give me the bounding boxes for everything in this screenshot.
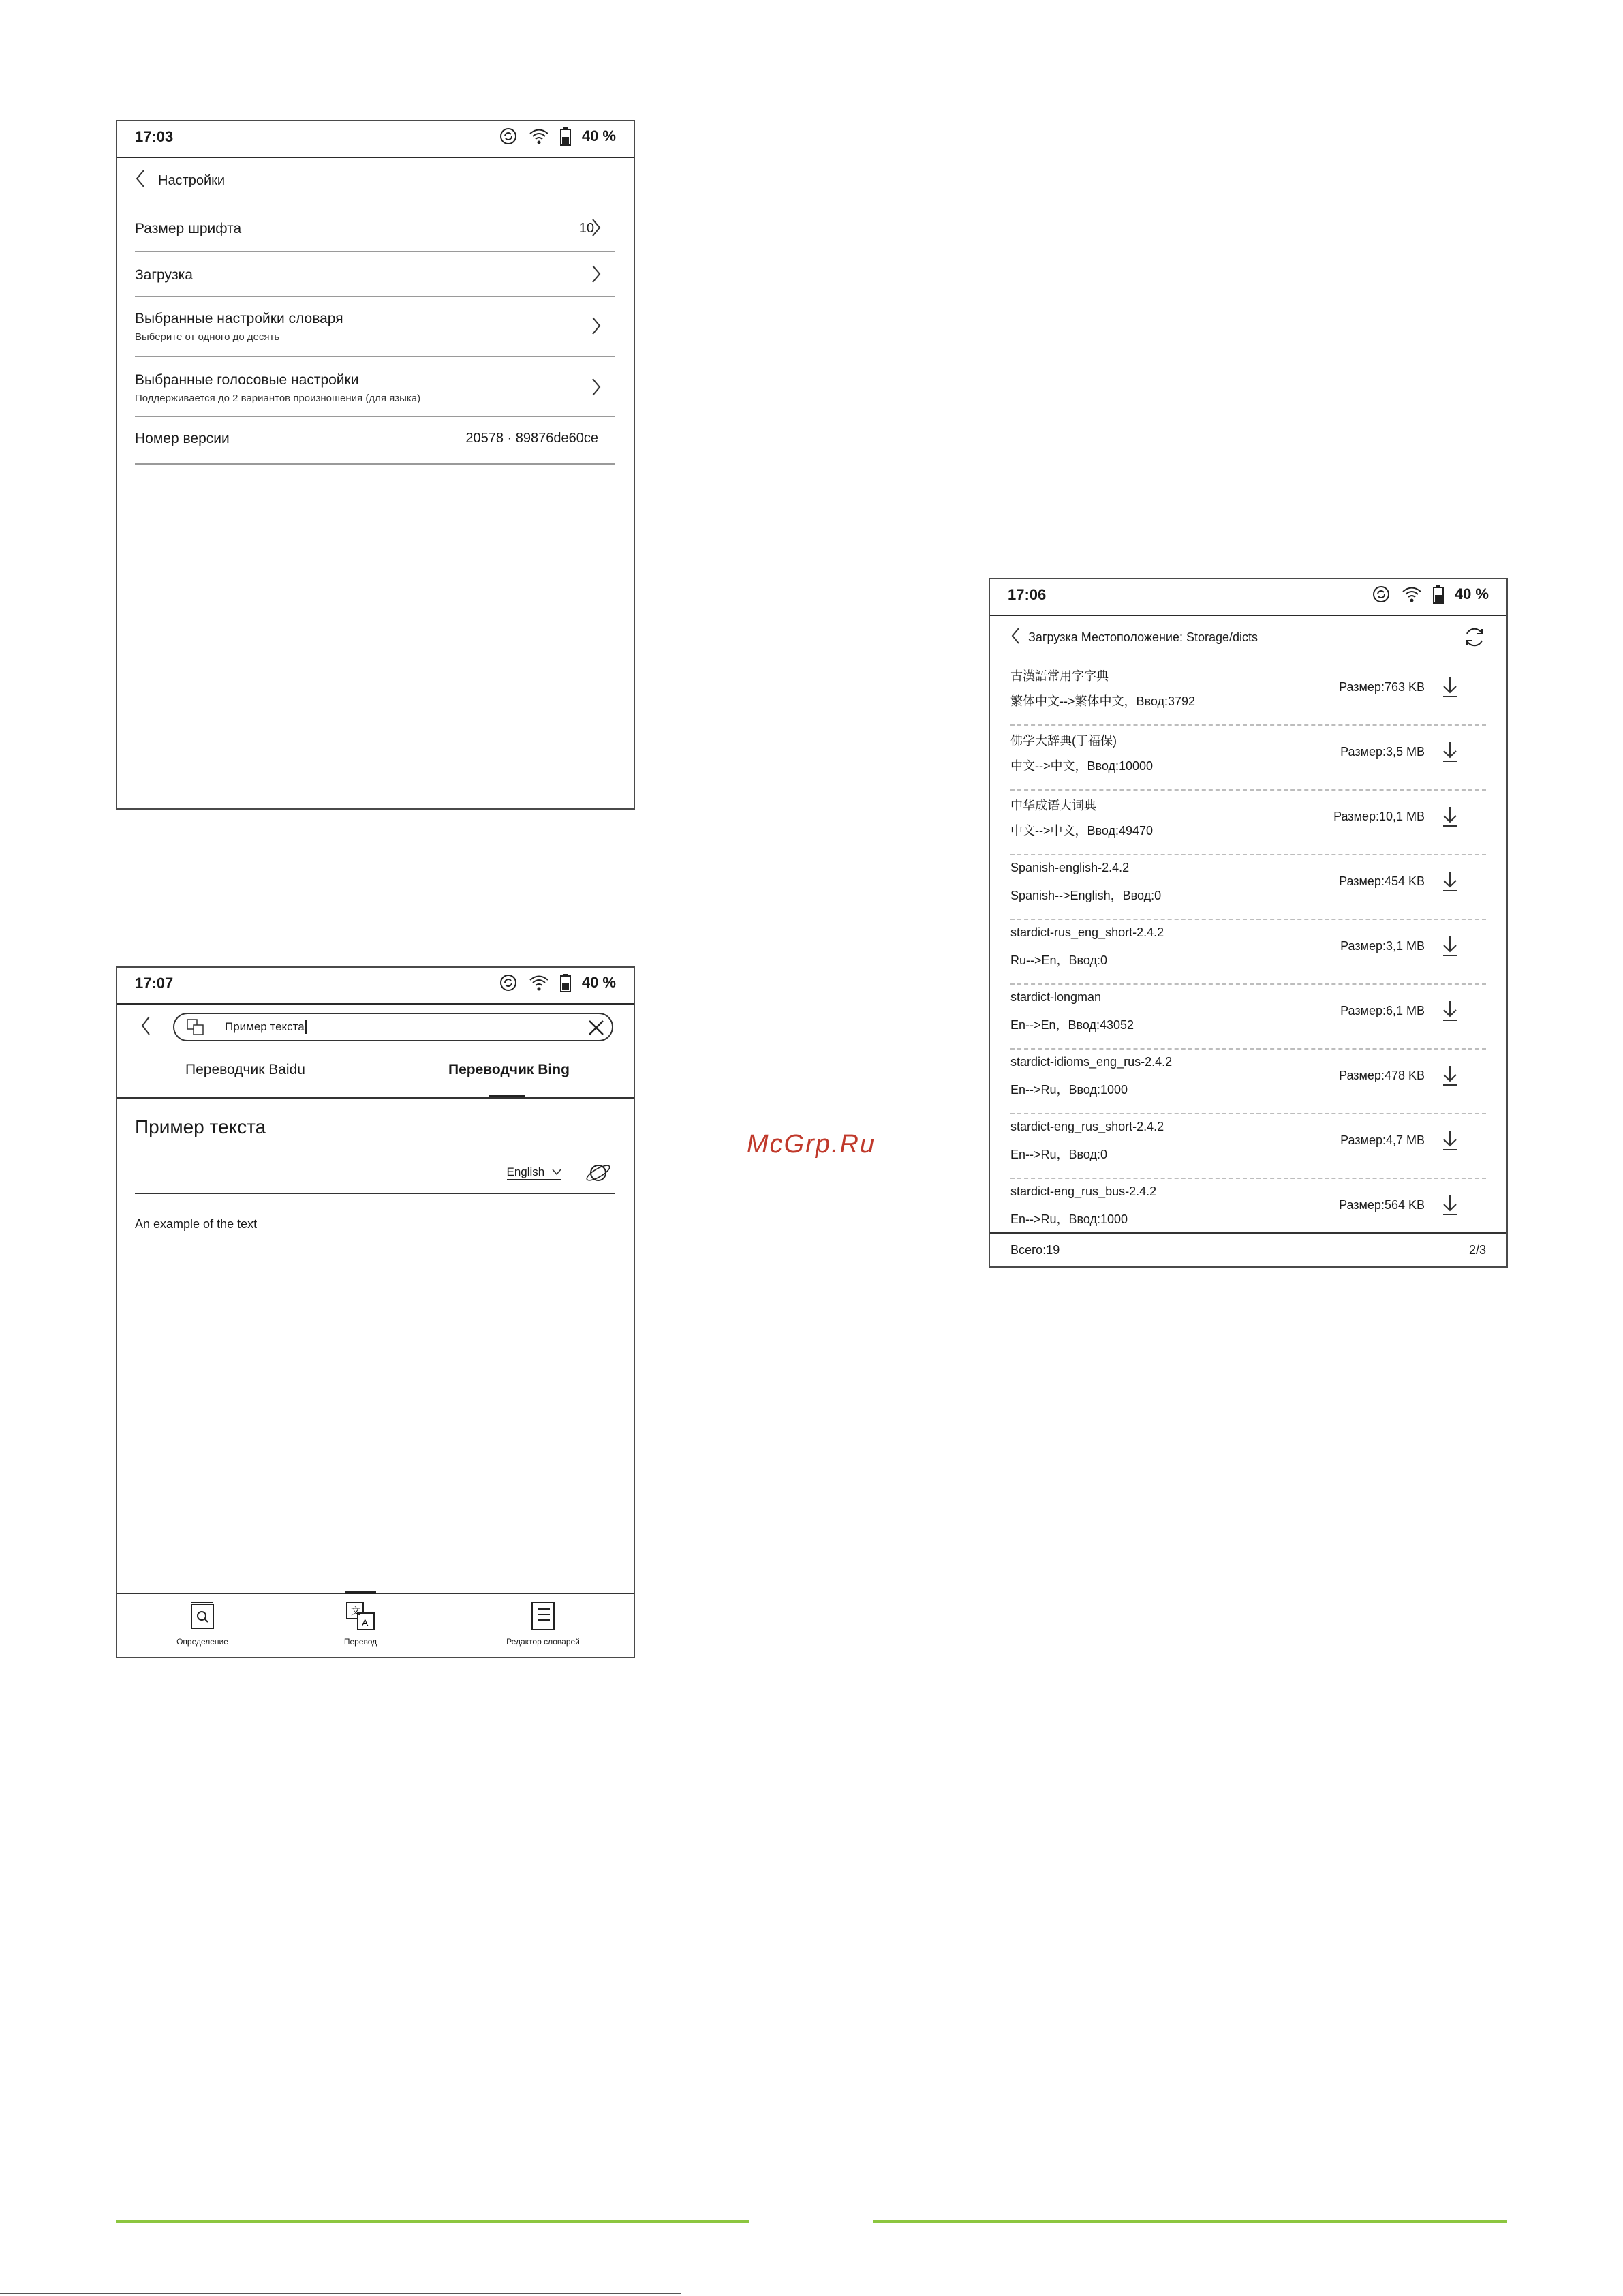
sync-icon — [1372, 585, 1391, 604]
dictionary-desc: En-->En，Ввод:43052 — [1010, 1018, 1134, 1032]
dictionary-name: 古漢語常用字字典 — [1010, 669, 1109, 683]
row-value: 10 — [578, 221, 594, 236]
download-icon[interactable] — [1441, 1129, 1459, 1154]
settings-header[interactable] — [135, 169, 225, 192]
clear-icon[interactable] — [587, 1019, 605, 1040]
dictionary-desc: Ru-->En，Ввод:0 — [1010, 953, 1108, 967]
row-title: Загрузка — [135, 267, 193, 283]
dictionary-name: 中华成语大词典 — [1010, 799, 1096, 812]
dictionary-name: stardict-eng_rus_bus-2.4.2 — [1010, 1184, 1157, 1198]
translation-result: An example of the text — [135, 1217, 258, 1231]
language-value: English — [506, 1165, 545, 1178]
download-icon[interactable] — [1441, 935, 1459, 960]
row-title: Выбранные голосовые настройки — [135, 372, 359, 388]
dictionary-size: Размер:564 KB — [1339, 1198, 1425, 1212]
status-bar — [990, 579, 1506, 616]
download-screen — [989, 578, 1508, 1268]
version-value: 20578 · 89876de60ce — [465, 431, 598, 446]
status-time: 17:06 — [1008, 586, 1047, 603]
wifi-icon — [1402, 585, 1422, 603]
dictionary-size: Размер:6,1 MB — [1340, 1004, 1425, 1017]
chevron-right-icon — [591, 316, 601, 339]
dictionary-desc: 繁体中文-->繁体中文，Ввод:3792 — [1010, 694, 1196, 708]
dictionary-size: Размер:478 KB — [1339, 1069, 1425, 1082]
settings-row-font-size[interactable] — [135, 207, 615, 252]
status-bar — [117, 968, 634, 1005]
planet-icon[interactable] — [585, 1160, 612, 1189]
dictionary-size: Размер:3,1 MB — [1340, 939, 1425, 953]
nav-dictionary-editor-label: Редактор словарей — [506, 1637, 580, 1647]
battery-percent: 40 % — [581, 974, 616, 991]
language-select[interactable] — [507, 1165, 562, 1180]
nav-definition[interactable] — [165, 1601, 240, 1647]
battery-icon — [560, 127, 571, 146]
nav-dictionary-editor[interactable] — [485, 1601, 601, 1647]
row-subtitle: Поддерживается до 2 вариантов произношения (для языка) — [135, 393, 421, 404]
page-title: Загрузка Местоположение: Storage/dicts — [1028, 630, 1258, 644]
dictionary-name: Spanish-english-2.4.2 — [1010, 861, 1130, 874]
download-icon[interactable] — [1441, 1000, 1459, 1025]
battery-percent: 40 % — [581, 127, 616, 144]
dictionary-item[interactable] — [1010, 724, 1486, 791]
dictionary-desc: 中文-->中文，Ввод:10000 — [1010, 759, 1154, 773]
dictionary-desc: En-->Ru，Ввод:1000 — [1010, 1212, 1128, 1226]
chevron-right-icon — [591, 264, 601, 287]
settings-screen — [116, 120, 635, 810]
footer-line-left — [116, 2220, 749, 2223]
dictionary-item[interactable] — [1010, 1048, 1486, 1114]
chevron-right-icon — [591, 378, 601, 400]
dictionary-name: 佛学大辞典(丁福保) — [1010, 734, 1117, 748]
download-icon[interactable] — [1441, 806, 1459, 831]
active-tab-indicator — [345, 1591, 376, 1594]
translate-icon — [187, 1019, 204, 1039]
tab-indicator — [489, 1095, 525, 1097]
page-title: Настройки — [158, 172, 226, 188]
refresh-icon[interactable] — [1463, 626, 1486, 652]
battery-percent: 40 % — [1454, 585, 1489, 602]
dictionary-size: Размер:10,1 MB — [1333, 810, 1425, 823]
list-footer — [990, 1232, 1506, 1266]
settings-row-dictionary[interactable] — [135, 297, 615, 357]
sync-icon — [499, 973, 518, 992]
translate-icon — [345, 1601, 375, 1633]
dictionary-desc: En-->Ru，Ввод:1000 — [1010, 1083, 1128, 1097]
back-chevron-icon[interactable] — [140, 1015, 151, 1039]
download-icon[interactable] — [1441, 741, 1459, 766]
nav-translate[interactable] — [323, 1601, 398, 1647]
footer-line-right — [873, 2220, 1507, 2223]
dictionary-item[interactable] — [1010, 789, 1486, 855]
tab-baidu[interactable]: Переводчик Baidu — [185, 1062, 305, 1077]
wifi-icon — [529, 127, 549, 145]
status-bar — [117, 121, 634, 158]
dictionary-item[interactable] — [1010, 660, 1486, 726]
dictionary-name: stardict-eng_rus_short-2.4.2 — [1010, 1120, 1164, 1133]
status-time: 17:03 — [135, 128, 174, 145]
page-indicator[interactable]: 2/3 — [1468, 1243, 1486, 1257]
back-chevron-icon[interactable] — [135, 169, 146, 192]
bottom-rule — [0, 2293, 681, 2294]
settings-row-version — [135, 417, 615, 465]
chevron-right-icon — [591, 218, 601, 241]
tab-bing[interactable]: Переводчик Bing — [448, 1062, 570, 1077]
divider — [135, 1193, 615, 1194]
row-title: Номер версии — [135, 431, 230, 446]
dictionary-size: Размер:4,7 MB — [1340, 1133, 1425, 1147]
chevron-down-icon — [552, 1165, 561, 1179]
download-icon[interactable] — [1441, 676, 1459, 701]
dictionary-name: stardict-idioms_eng_rus-2.4.2 — [1010, 1055, 1173, 1069]
row-title: Размер шрифта — [135, 221, 242, 236]
nav-translate-label: Перевод — [343, 1637, 377, 1647]
dictionary-size: Размер:454 KB — [1339, 874, 1425, 888]
search-input[interactable]: Пример текста — [225, 1020, 307, 1034]
download-icon[interactable] — [1441, 870, 1459, 896]
nav-definition-label: Определение — [176, 1637, 228, 1647]
dictionary-item[interactable] — [1010, 919, 1486, 985]
dictionary-search-icon — [190, 1601, 215, 1633]
row-subtitle: Выберите от одного до десять — [135, 331, 280, 343]
battery-icon — [560, 973, 571, 992]
sync-icon — [499, 127, 518, 146]
download-icon[interactable] — [1441, 1065, 1459, 1090]
settings-row-download[interactable] — [135, 252, 615, 297]
row-title: Выбранные настройки словаря — [135, 311, 343, 326]
wifi-icon — [529, 974, 549, 992]
total-count: Всего:19 — [1010, 1243, 1060, 1257]
translate-screen — [116, 966, 635, 1658]
download-header[interactable] — [1010, 627, 1258, 648]
dictionary-item[interactable] — [1010, 854, 1486, 920]
bottom-nav — [117, 1593, 634, 1657]
search-bar[interactable] — [173, 1013, 613, 1041]
svg-text:A: A — [362, 1617, 369, 1628]
notebook-icon — [529, 1601, 557, 1633]
dictionary-item[interactable] — [1010, 983, 1486, 1050]
source-text: Пример текста — [135, 1116, 266, 1137]
dictionary-item[interactable] — [1010, 1113, 1486, 1179]
battery-icon — [1433, 585, 1444, 604]
status-time: 17:07 — [135, 975, 174, 992]
download-icon[interactable] — [1441, 1194, 1459, 1219]
dictionary-name: stardict-rus_eng_short-2.4.2 — [1010, 925, 1164, 939]
dictionary-desc: 中文-->中文，Ввод:49470 — [1010, 824, 1154, 838]
dictionary-desc: En-->Ru，Ввод:0 — [1010, 1148, 1108, 1161]
back-chevron-icon[interactable] — [1010, 627, 1020, 648]
settings-row-voice[interactable] — [135, 357, 615, 417]
dictionary-size: Размер:3,5 MB — [1340, 745, 1425, 759]
dictionary-desc: Spanish-->English，Ввод:0 — [1010, 889, 1162, 902]
svg-text:文: 文 — [351, 1606, 360, 1617]
dictionary-size: Размер:763 KB — [1339, 680, 1425, 694]
watermark: McGrp.Ru — [747, 1130, 876, 1159]
dictionary-name: stardict-longman — [1010, 990, 1102, 1004]
